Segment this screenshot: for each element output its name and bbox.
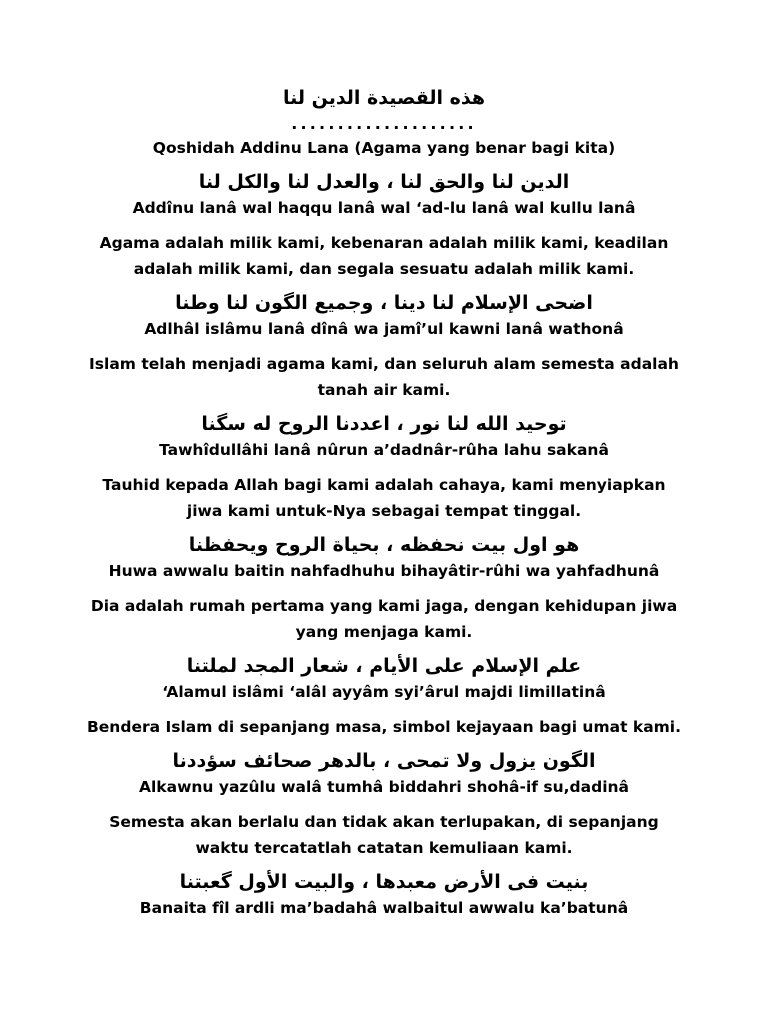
verse-3-meaning-line-2: jiwa kami untuk-Nya sebagai tempat tinggal. (186, 502, 582, 520)
verse-3-arabic: توحيد الله لنا نور ، اعددنا الروح له سگنا (201, 413, 567, 435)
verse-4-arabic: هو اول بيت نحفظه ، بحياة الروح ويحفظنا (188, 534, 580, 556)
verse-5-transliteration: ‘Alamul islâmi ‘alâl ayyâm syi’ârul majdi limillatinâ (162, 683, 606, 701)
verse-2-meaning-line-1: Islam telah menjadi agama kami, dan seluruh alam semesta adalah (89, 355, 679, 373)
verse-7-transliteration: Banaita fîl ardli ma’badahâ walbaitul awwalu ka’batunâ (139, 899, 629, 917)
verse-2-meaning-line-2: tanah air kami. (317, 381, 451, 399)
verse-2-arabic: اضحى الإسلام لنا دينا ، وجميع الگون لنا وطنا (175, 292, 593, 314)
verse-1-transliteration: Addînu lanâ wal haqqu lanâ wal ‘ad-lu lanâ wal kullu lanâ (132, 199, 636, 217)
verse-5-arabic: علم الإسلام على الأيام ، شعار المجد لملتنا (186, 655, 582, 677)
verse-7-arabic: بنيت فى الأرض معبدها ، والبيت الأول گعبتنا (179, 871, 589, 893)
verse-6-transliteration: Alkawnu yazûlu walâ tumhâ biddahri shohâ-if su,dadinâ (139, 778, 629, 796)
title-dots-divider: .................... (291, 114, 477, 133)
verse-3-transliteration: Tawhîdullâhi lanâ nûrun a’dadnâr-rûha lahu sakanâ (159, 441, 609, 459)
verse-6-meaning-line-1: Semesta akan berlalu dan tidak akan terlupakan, di sepanjang (109, 813, 659, 831)
verse-1-meaning-line-1: Agama adalah milik kami, kebenaran adalah milik kami, keadilan (99, 234, 669, 252)
verse-4-meaning-line-1: Dia adalah rumah pertama yang kami jaga, dengan kehidupan jiwa (90, 597, 678, 615)
verse-3-meaning-line-1: Tauhid kepada Allah bagi kami adalah cahaya, kami menyiapkan (102, 476, 666, 494)
title-latin: Qoshidah Addinu Lana (Agama yang benar bagi kita) (152, 139, 616, 157)
verse-1-meaning-line-2: adalah milik kami, dan segala sesuatu adalah milik kami. (133, 260, 635, 278)
verse-5-meaning-line-1: Bendera Islam di sepanjang masa, simbol kejayaan bagi umat kami. (86, 718, 682, 736)
verse-1-arabic: الدين لنا والحق لنا ، والعدل لنا والكل لنا (198, 171, 570, 193)
title-arabic: هذه القصيدة الدين لنا (282, 87, 486, 109)
verse-6-arabic: الگون يزول ولا تمحى ، بالدهر صحائف سؤددنا (172, 750, 596, 772)
verse-4-meaning-line-2: yang menjaga kami. (295, 623, 473, 641)
verse-6-meaning-line-2: waktu tercatatlah catatan kemuliaan kami. (195, 839, 573, 857)
verse-4-transliteration: Huwa awwalu baitin nahfadhuhu bihayâtir-rûhi wa yahfadhunâ (108, 562, 660, 580)
verse-2-transliteration: Adlhâl islâmu lanâ dînâ wa jamî’ul kawni lanâ wathonâ (144, 320, 624, 338)
